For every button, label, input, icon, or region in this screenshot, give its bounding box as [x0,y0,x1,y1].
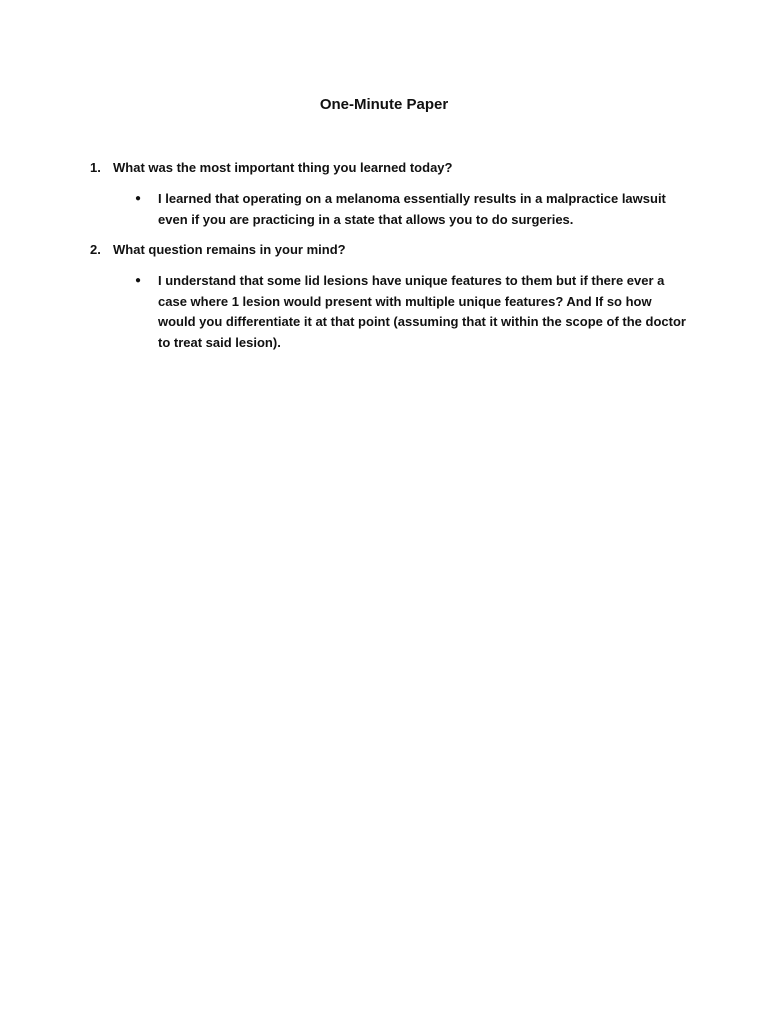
bullet-icon: ● [135,275,142,286]
question-text: What was the most important thing you learned today? [113,160,453,175]
bullet-icon: ● [135,193,142,204]
answer-2 [135,271,695,353]
question-number: 2. [90,242,101,257]
answer-text: I learned that operating on a melanoma essentially results in a malpractice lawsuit even if you are practicing in a state that allows you to do surgeries. [158,191,666,227]
page-title: One-Minute Paper [319,96,449,113]
question-number: 1. [90,160,101,175]
answer-text: I understand that some lid lesions have unique features to them but if there ever a case where 1 lesion would present with multiple unique features? And If so how would you differentiate it at that point (assuming that it within the scope of the doctor to treat said lesion). [158,273,686,350]
question-2 [90,240,690,260]
question-1 [90,158,690,178]
answer-1 [135,189,695,230]
question-text: What question remains in your mind? [113,242,346,257]
